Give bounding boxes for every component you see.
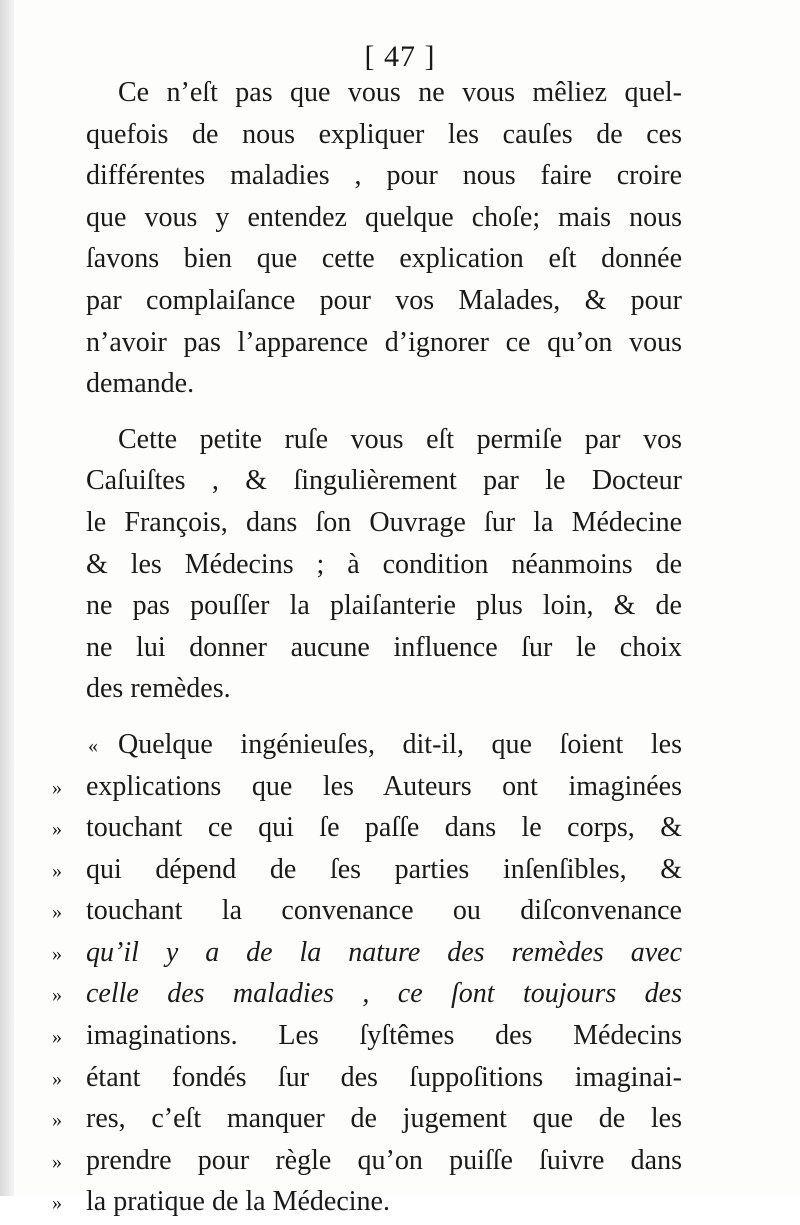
quote-line: [52, 849, 682, 891]
quote-text: prendre pour règle qu’on puiſſe ſuivre dans: [86, 1144, 682, 1176]
text-line: n’avoir pas l’apparence d’ignorer ce qu’on vous: [86, 326, 682, 358]
quote-line: [52, 1181, 682, 1223]
quote-mark: »: [52, 1067, 61, 1090]
quote-text: qu’il y a de la nature des remèdes avec: [86, 936, 682, 968]
quote-line: [52, 890, 682, 932]
text-line: différentes maladies , pour nous faire croire: [86, 160, 682, 192]
quote-text: touchant la convenance ou diſconvenance: [86, 895, 682, 927]
paragraph-2: [86, 419, 682, 710]
paragraph-1: [86, 72, 682, 405]
quote-line: [86, 724, 682, 766]
quote-line: [52, 973, 682, 1015]
quote-line: [52, 932, 682, 974]
quote-mark: »: [52, 942, 61, 965]
quote-mark: »: [52, 1192, 61, 1215]
quote-mark: «: [88, 734, 97, 757]
quote-mark: »: [52, 1026, 61, 1049]
quotation-block: [52, 724, 682, 1223]
quote-line: [52, 807, 682, 849]
quote-text: touchant ce qui ſe paſſe dans le corps, &: [86, 812, 682, 844]
text-line: par complaiſance pour vos Malades, & pour: [86, 284, 682, 316]
quote-mark: »: [52, 901, 61, 924]
text-line: ne lui donner aucune influence ſur le choix: [86, 631, 682, 663]
text-line: quefois de nous expliquer les cauſes de ces: [86, 118, 682, 150]
quote-text: celle des maladies , ce ſont toujours des: [86, 978, 682, 1010]
quote-mark: »: [52, 859, 61, 882]
quote-text: qui dépend de ſes parties inſenſibles, &: [86, 853, 682, 885]
quote-mark: »: [52, 984, 61, 1007]
quote-text: la pratique de la Médecine.: [86, 1186, 390, 1218]
quote-mark: »: [52, 1150, 61, 1173]
quote-mark: »: [52, 1109, 61, 1132]
quote-text: res, c’eſt manquer de jugement que de les: [86, 1103, 682, 1135]
page-body: [52, 72, 682, 1223]
text-line: le François, dans ſon Ouvrage ſur la Médecine: [86, 506, 682, 538]
quote-text: imaginations. Les ſyſtêmes des Médecins: [86, 1020, 682, 1052]
text-line: ſavons bien que cette explication eſt donnée: [86, 243, 682, 275]
text-line: que vous y entendez quelque choſe; mais nous: [86, 201, 682, 233]
text-line: Caſuiſtes , & ſingulièrement par le Docteur: [86, 465, 682, 497]
quote-line: [52, 1015, 682, 1057]
quote-text: étant fondés ſur des ſuppoſitions imaginai-: [86, 1061, 682, 1093]
quote-line: [52, 766, 682, 808]
text-line: Cette petite ruſe vous eſt permiſe par vos: [118, 423, 682, 455]
quote-line: [52, 1098, 682, 1140]
text-line: demande.: [86, 368, 195, 400]
quote-line: [52, 1057, 682, 1099]
quote-text: explications que les Auteurs ont imaginées: [86, 770, 682, 802]
quote-line: [52, 1140, 682, 1182]
quote-mark: »: [52, 776, 61, 799]
text-line: Ce n’eſt pas que vous ne vous mêliez quel-: [118, 77, 682, 108]
quote-text: Quelque ingénieuſes, dit-il, que ſoient les: [118, 728, 682, 760]
quote-mark: »: [52, 818, 61, 841]
text-line: des remèdes.: [86, 673, 231, 705]
text-line: & les Médecins ; à condition néanmoins de: [86, 548, 682, 580]
text-line: ne pas pouſſer la plaiſanterie plus loin, & de: [86, 590, 682, 622]
page-gutter-shadow: [0, 0, 14, 1196]
page-number: [ 47 ]: [364, 40, 436, 73]
